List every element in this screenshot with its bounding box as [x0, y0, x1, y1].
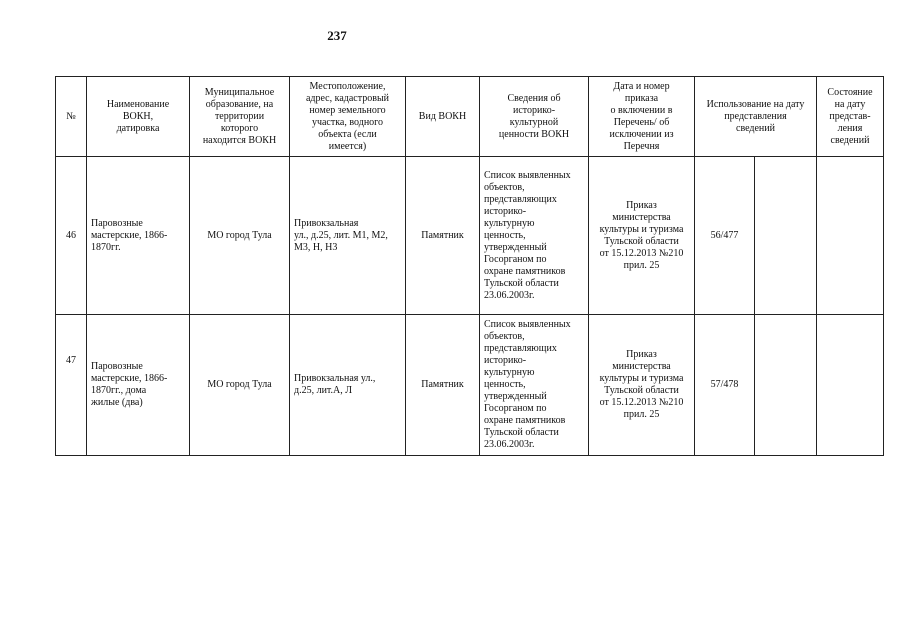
table-row — [56, 315, 884, 456]
header-type: Вид ВОКН — [406, 77, 480, 157]
state-value — [817, 157, 884, 315]
usage-value: 56/477 — [695, 157, 755, 315]
page-number: 237 — [327, 28, 347, 43]
heritage-objects-table — [55, 76, 884, 456]
object-type: Памятник — [406, 315, 480, 456]
municipality: МО город Тула — [190, 315, 290, 456]
row-number: 46 — [56, 157, 87, 315]
order-info: Приказ министерства культуры и туризма Тульской области от 15.12.2013 №210 прил. 25 — [589, 157, 695, 315]
header-row — [56, 77, 884, 157]
header-state: Состояние на дату представ- ления сведений — [817, 77, 884, 157]
row-number: 47 — [56, 315, 87, 456]
heritage-info: Список выявленных объектов, представляющих историко- культурную ценность, утвержденный Госорганом по охране памятников Тульской области 23.06.2003г. — [480, 315, 589, 456]
header-order: Дата и номер приказа о включении в Перечень/ об исключении из Перечня — [589, 77, 695, 157]
header-municipality: Муниципальное образование, на территории которого находится ВОКН — [190, 77, 290, 157]
table-row — [56, 157, 884, 315]
header-info: Сведения об историко- культурной ценности ВОКН — [480, 77, 589, 157]
object-name: Паровозные мастерские, 1866- 1870гг. — [87, 157, 190, 315]
object-name: Паровозные мастерские, 1866- 1870гг., дома жилые (два) — [87, 315, 190, 456]
order-info: Приказ министерства культуры и туризма Тульской области от 15.12.2013 №210 прил. 25 — [589, 315, 695, 456]
header-num: № — [56, 77, 87, 157]
usage-extra — [755, 157, 817, 315]
usage-extra — [755, 315, 817, 456]
location: Привокзальная ул., д.25, лит. М1, М2, М3, Н, Н3 — [290, 157, 406, 315]
state-value — [817, 315, 884, 456]
header-location: Местоположение, адрес, кадастровый номер земельного участка, водного объекта (если имеется) — [290, 77, 406, 157]
usage-value: 57/478 — [695, 315, 755, 456]
header-usage: Использование на дату представления сведений — [695, 77, 817, 157]
location: Привокзальная ул., д.25, лит.А, Л — [290, 315, 406, 456]
object-type: Памятник — [406, 157, 480, 315]
heritage-info: Список выявленных объектов, представляющих историко- культурную ценность, утвержденный Госорганом по охране памятников Тульской области 23.06.2003г. — [480, 157, 589, 315]
header-name: Наименование ВОКН, датировка — [87, 77, 190, 157]
municipality: МО город Тула — [190, 157, 290, 315]
